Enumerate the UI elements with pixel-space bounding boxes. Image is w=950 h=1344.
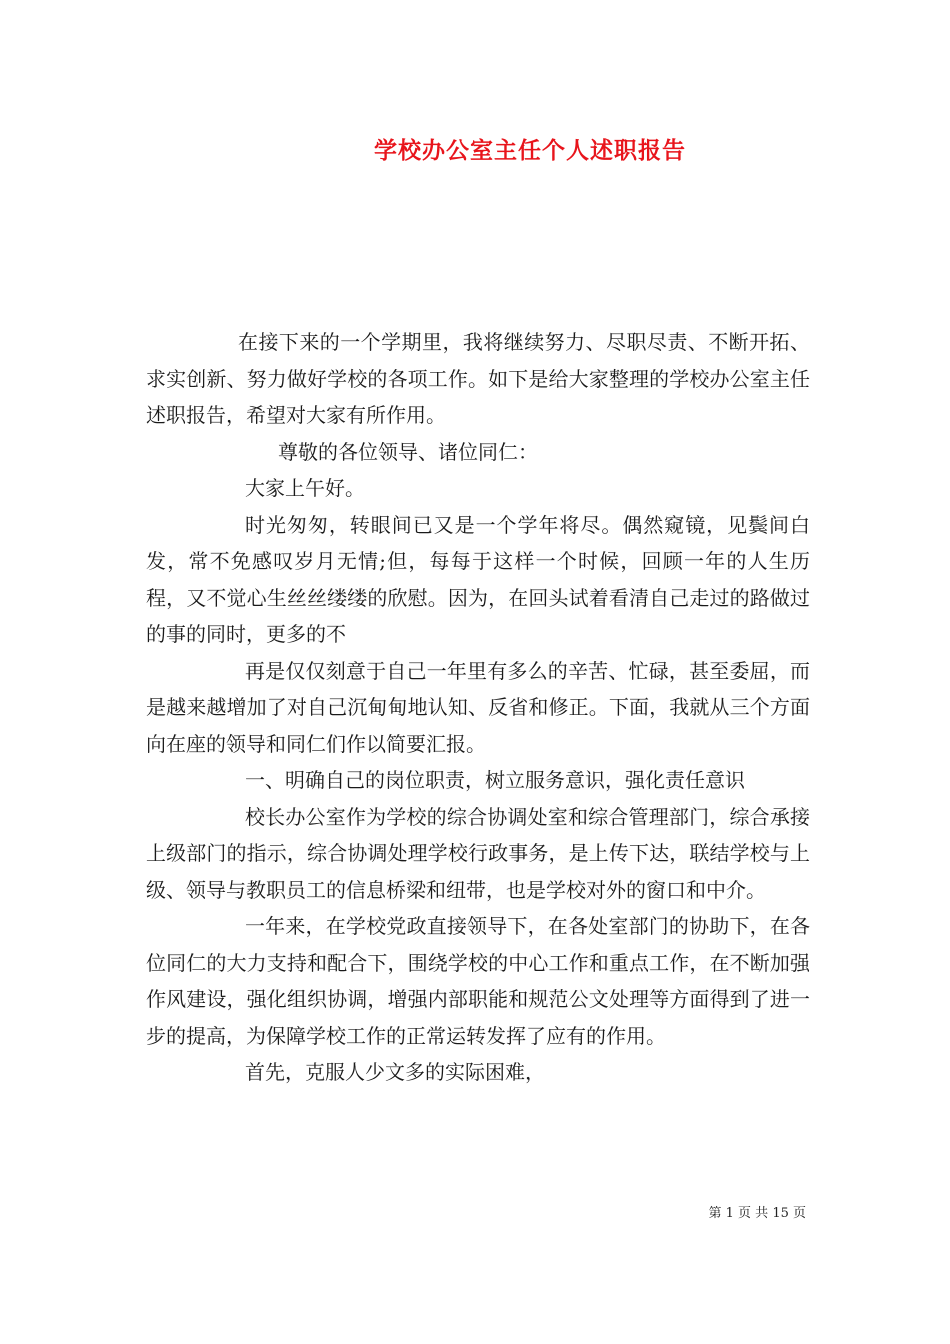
paragraph-office-role: 校长办公室作为学校的综合协调处室和综合管理部门，综合承接上级部门的指示，综合协调处理学校行政事务，是上传下达，联结学校与上级、领导与教职员工的信息桥梁和纽带，也是学校对外的窗口和中介。 (146, 804, 810, 902)
paragraph-year-summary: 一年来，在学校党政直接领导下，在各处室部门的协助下，在各位同仁的大力支持和配合下，围绕学校的中心工作和重点工作，在不断加强作风建设，强化组织协调，增强内部职能和规范公文处理等方面得到了进一步的提高，为保障学校工作的正常运转发挥了应有的作用。 (146, 914, 810, 1048)
paragraph-continuation: 再是仅仅刻意于自己一年里有多么的辛苦、忙碌，甚至委屈，而是越来越增加了对自己沉甸甸地认知、反省和修正。下面，我就从三个方面向在座的领导和同仁们作以简要汇报。 (146, 658, 810, 756)
paragraph-salutation: 尊敬的各位领导、诸位同仁： (278, 439, 538, 464)
document-title: 学校办公室主任个人述职报告 (374, 137, 686, 164)
section-heading-1: 一、明确自己的岗位职责，树立服务意识，强化责任意识 (245, 768, 745, 792)
document-body (146, 324, 810, 1091)
paragraph-reflection: 时光匆匆，转眼间已又是一个学年将尽。偶然窥镜，见鬓间白发，常不免感叹岁月无情;但，每每于这样一个时候，回顾一年的人生历程，又不觉心生丝丝缕缕的欣慰。因为，在回头试着看清自己走过的路做过的事的同时，更多的不 (146, 512, 810, 646)
page-number: 第 1 页 共 15 页 (708, 1206, 806, 1221)
paragraph-greeting: 大家上午好。 (245, 476, 365, 500)
paragraph-intro: 在接下来的一个学期里，我将继续努力、尽职尽责、不断开拓、求实创新、努力做好学校的各项工作。如下是给大家整理的学校办公室主任述职报告，希望对大家有所作用。 (146, 330, 810, 427)
paragraph-first-point: 首先，克服人少文多的实际困难， (245, 1060, 545, 1084)
